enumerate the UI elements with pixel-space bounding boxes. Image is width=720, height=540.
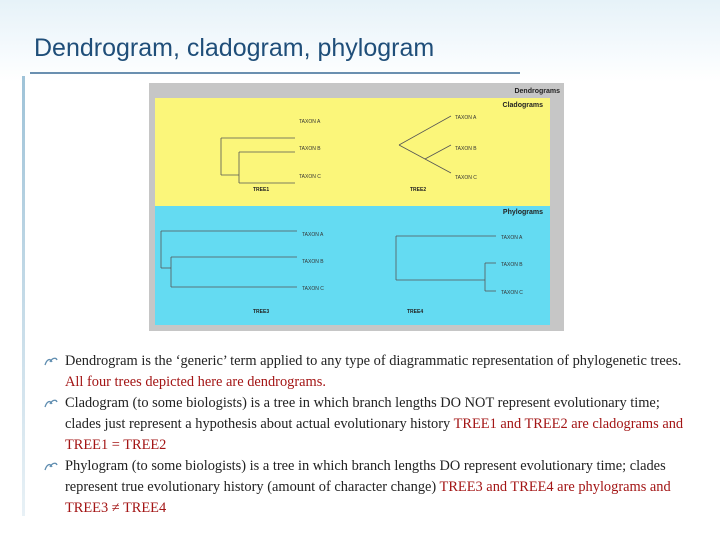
bullet-cladogram-highlight: TREE1 and TREE2 are cladograms and TREE1 = TREE2 [65,416,684,453]
tree4-taxon-c: TAXON C [501,290,523,296]
slide-title: Dendrogram, cladogram, phylogram [34,34,435,62]
phylograms-label: Phylograms [502,209,543,216]
bullet-phylogram-highlight: TREE3 and TREE4 are phylograms and TREE3 ≠ TREE4 [65,479,671,516]
bullet-phylogram [44,456,694,519]
tree1-label: TREE1 [253,187,270,193]
bullet-dendrogram-highlight: All four trees depicted here are dendrograms. [65,374,326,390]
sprout-bullet-icon [44,462,58,472]
tree3-taxon-c: TAXON C [302,286,324,292]
bullet-dendrogram-text: Dendrogram is the ‘generic’ term applied to any type of diagrammatic representation of phylogenetic trees. [65,353,682,369]
bullet-cladogram-text: Cladogram (to some biologists) is a tree in which branch lengths DO NOT represent evolutionary time; clades just represent a hypothesis about actual evolutionary history [65,395,660,432]
tree4-label: TREE4 [407,309,424,315]
cladogram-panel [155,98,550,206]
title-underline [30,72,520,74]
cladograms-label: Cladograms [502,102,543,109]
tree4-taxon-a: TAXON A [501,235,523,241]
bullet-dendrogram [44,351,694,393]
tree2-label: TREE2 [410,187,427,193]
tree2-taxon-c: TAXON C [455,175,477,181]
tree3-taxon-a: TAXON A [302,232,324,238]
left-accent-bar [22,76,25,516]
tree1-taxon-c: TAXON C [299,174,321,180]
sprout-bullet-icon [44,399,58,409]
figure-header: Dendrograms [514,88,560,95]
bullet-cladogram [44,393,694,456]
bullet-phylogram-text: Phylogram (to some biologists) is a tree in which branch lengths DO represent evolutionary time; clades represent true evolutionary history (amount of character change) [65,458,666,495]
tree2-taxon-a: TAXON A [455,115,477,121]
dendrogram-figure-svg [149,83,564,331]
tree4-taxon-b: TAXON B [501,262,523,268]
tree3-taxon-b: TAXON B [302,259,324,265]
phylogram-panel [155,206,550,325]
tree1-taxon-a: TAXON A [299,119,321,125]
tree3-label: TREE3 [253,309,270,315]
tree1-taxon-b: TAXON B [299,146,321,152]
tree2-taxon-b: TAXON B [455,146,477,152]
dendrogram-figure [149,83,564,331]
bullet-list [44,351,694,519]
sprout-bullet-icon [44,357,58,367]
